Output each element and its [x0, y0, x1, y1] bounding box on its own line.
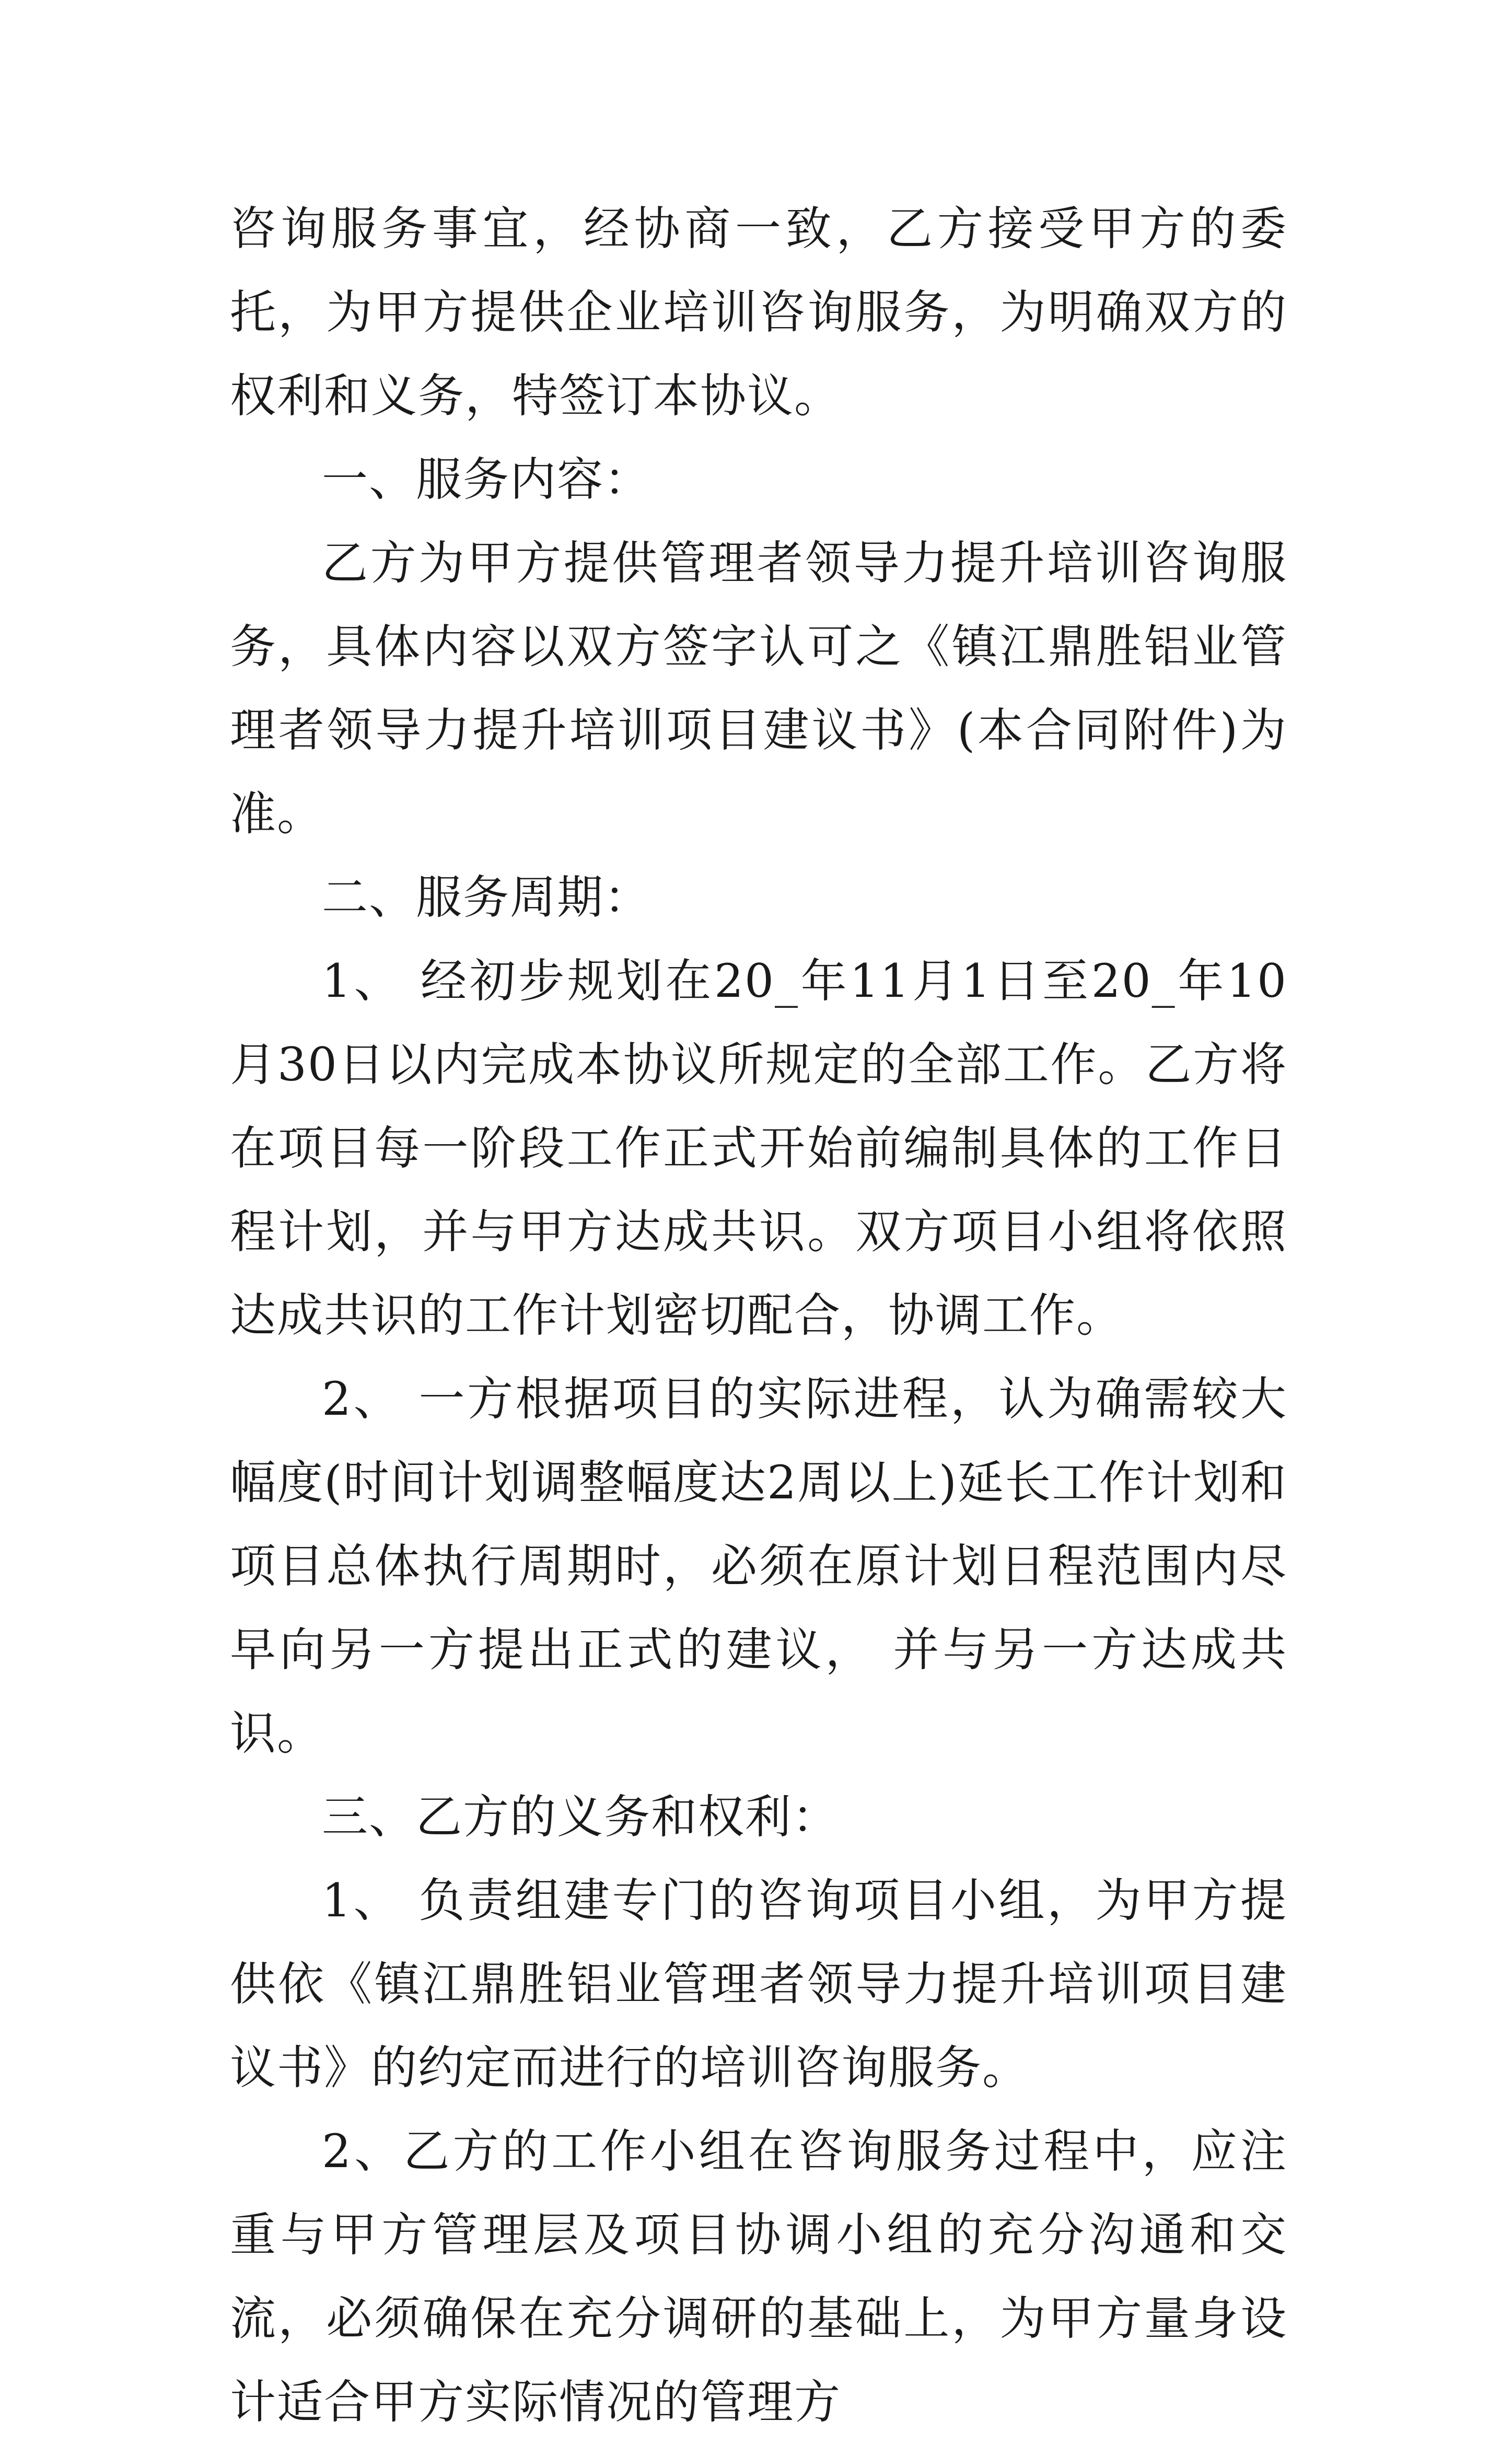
paragraph-obligation-item-2: 2、乙方的工作小组在咨询服务过程中，应注重与甲方管理层及项目协调小组的充分沟通和交流，必须确保在充分调研的基础上，为甲方量身设计适合甲方实际情况的管理方: [230, 2124, 1287, 2429]
paragraph-period-item-1: 1、 经初步规划在20_年11月1日至20_年10月30日以内完成本协议所规定的全部工作。乙方将在项目每一阶段工作正式开始前编制具体的工作日程计划，并与甲方达成共识。双方项目小组将依照达成共识的工作计划密切配合，协调工作。: [230, 954, 1287, 1342]
paragraph-service-content: 乙方为甲方提供管理者领导力提升培训咨询服务，具体内容以双方签字认可之《镇江鼎胜铝业管理者领导力提升培训项目建议书》(本合同附件)为准。: [230, 536, 1287, 841]
paragraph-period-item-2: 2、 一方根据项目的实际进程，认为确需较大幅度(时间计划调整幅度达2周以上)延长工作计划和项目总体执行周期时，必须在原计划日程范围内尽早向另一方提出正式的建议， 并与另一方达成共识。: [230, 1372, 1287, 1760]
section-heading-service-content: 一、服务内容：: [322, 452, 652, 506]
document-body: [230, 187, 1287, 2444]
section-heading-obligations: 三、乙方的义务和权利：: [322, 1790, 840, 1844]
section-heading-service-period: 二、服务周期：: [322, 870, 652, 924]
paragraph-obligation-item-1: 1、 负责组建专门的咨询项目小组，为甲方提供依《镇江鼎胜铝业管理者领导力提升培训项目建议书》的约定而进行的培训咨询服务。: [230, 1873, 1287, 2094]
paragraph-intro-continuation: 咨询服务事宜，经协商一致，乙方接受甲方的委托，为甲方提供企业培训咨询服务，为明确双方的权利和义务，特签订本协议。: [230, 202, 1287, 423]
